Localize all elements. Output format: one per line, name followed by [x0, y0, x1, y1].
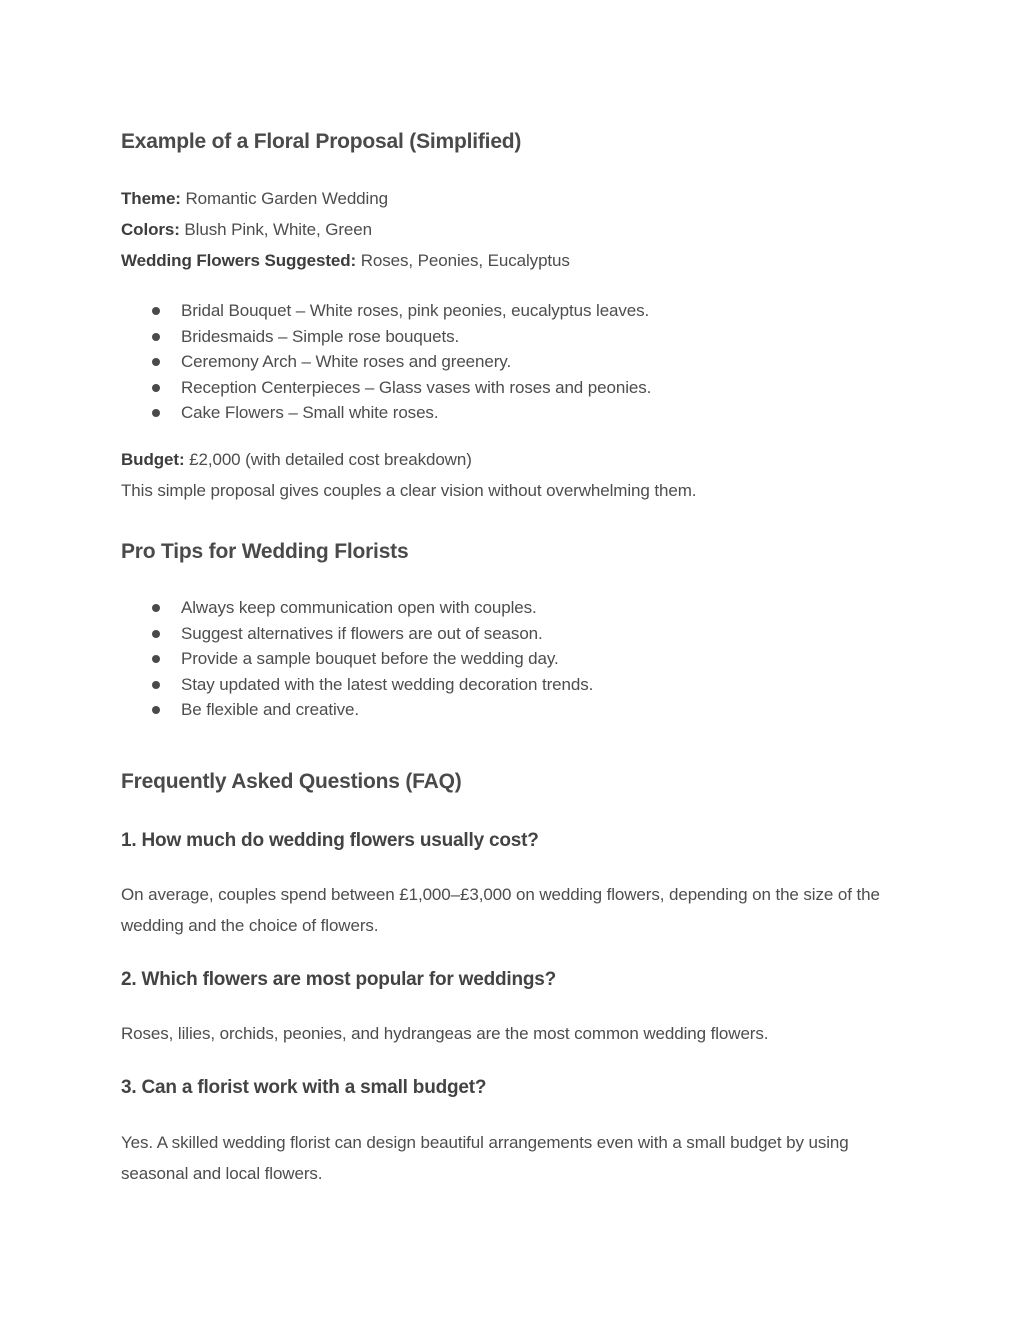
bullet-icon — [152, 333, 160, 341]
proposal-summary: This simple proposal gives couples a clear vision without overwhelming them. — [121, 481, 697, 500]
list-item: Stay updated with the latest wedding decoration trends. — [121, 672, 593, 698]
colors-line — [121, 214, 372, 245]
bullet-icon — [152, 706, 160, 714]
bullet-icon — [152, 358, 160, 366]
faq-heading: Frequently Asked Questions (FAQ) — [121, 770, 462, 793]
budget-label: Budget: — [121, 450, 185, 469]
faq-question-2: 2. Which flowers are most popular for weddings? — [121, 969, 557, 990]
proposal-items-list — [121, 298, 651, 426]
list-item: Cake Flowers – Small white roses. — [121, 400, 651, 426]
bullet-icon — [152, 307, 160, 315]
list-item: Bridal Bouquet – White roses, pink peonies, eucalyptus leaves. — [121, 298, 651, 324]
list-item: Be flexible and creative. — [121, 697, 593, 723]
list-item: Reception Centerpieces – Glass vases with roses and peonies. — [121, 375, 651, 401]
bullet-icon — [152, 655, 160, 663]
budget-line — [121, 444, 472, 475]
tips-heading: Pro Tips for Wedding Florists — [121, 540, 409, 563]
list-item: Ceremony Arch – White roses and greenery. — [121, 349, 651, 375]
colors-label: Colors: — [121, 220, 180, 239]
list-item: Always keep communication open with couples. — [121, 595, 593, 621]
theme-label: Theme: — [121, 189, 181, 208]
bullet-icon — [152, 384, 160, 392]
flowers-label: Wedding Flowers Suggested: — [121, 251, 357, 270]
faq-answer-3: Yes. A skilled wedding florist can design beautiful arrangements even with a small budget by using seasonal and local flowers. — [121, 1133, 849, 1183]
flowers-line — [121, 245, 570, 276]
tips-list — [121, 595, 593, 723]
list-item: Provide a sample bouquet before the wedding day. — [121, 646, 593, 672]
flowers-value: Roses, Peonies, Eucalyptus — [356, 251, 570, 270]
faq-question-1: 1. How much do wedding flowers usually cost? — [121, 830, 539, 851]
theme-line — [121, 183, 388, 214]
bullet-icon — [152, 630, 160, 638]
budget-value: £2,000 (with detailed cost breakdown) — [184, 450, 472, 469]
bullet-icon — [152, 409, 160, 417]
list-item: Suggest alternatives if flowers are out of season. — [121, 621, 593, 647]
list-item: Bridesmaids – Simple rose bouquets. — [121, 324, 651, 350]
proposal-heading: Example of a Floral Proposal (Simplified) — [121, 130, 522, 153]
bullet-icon — [152, 604, 160, 612]
bullet-icon — [152, 681, 160, 689]
colors-value: Blush Pink, White, Green — [179, 220, 372, 239]
faq-answer-2: Roses, lilies, orchids, peonies, and hydrangeas are the most common wedding flowers. — [121, 1024, 769, 1043]
faq-question-3: 3. Can a florist work with a small budget? — [121, 1077, 487, 1098]
faq-answer-1: On average, couples spend between £1,000–£3,000 on wedding flowers, depending on the size of the wedding and the choice of flowers. — [121, 885, 880, 935]
theme-value: Romantic Garden Wedding — [180, 189, 388, 208]
